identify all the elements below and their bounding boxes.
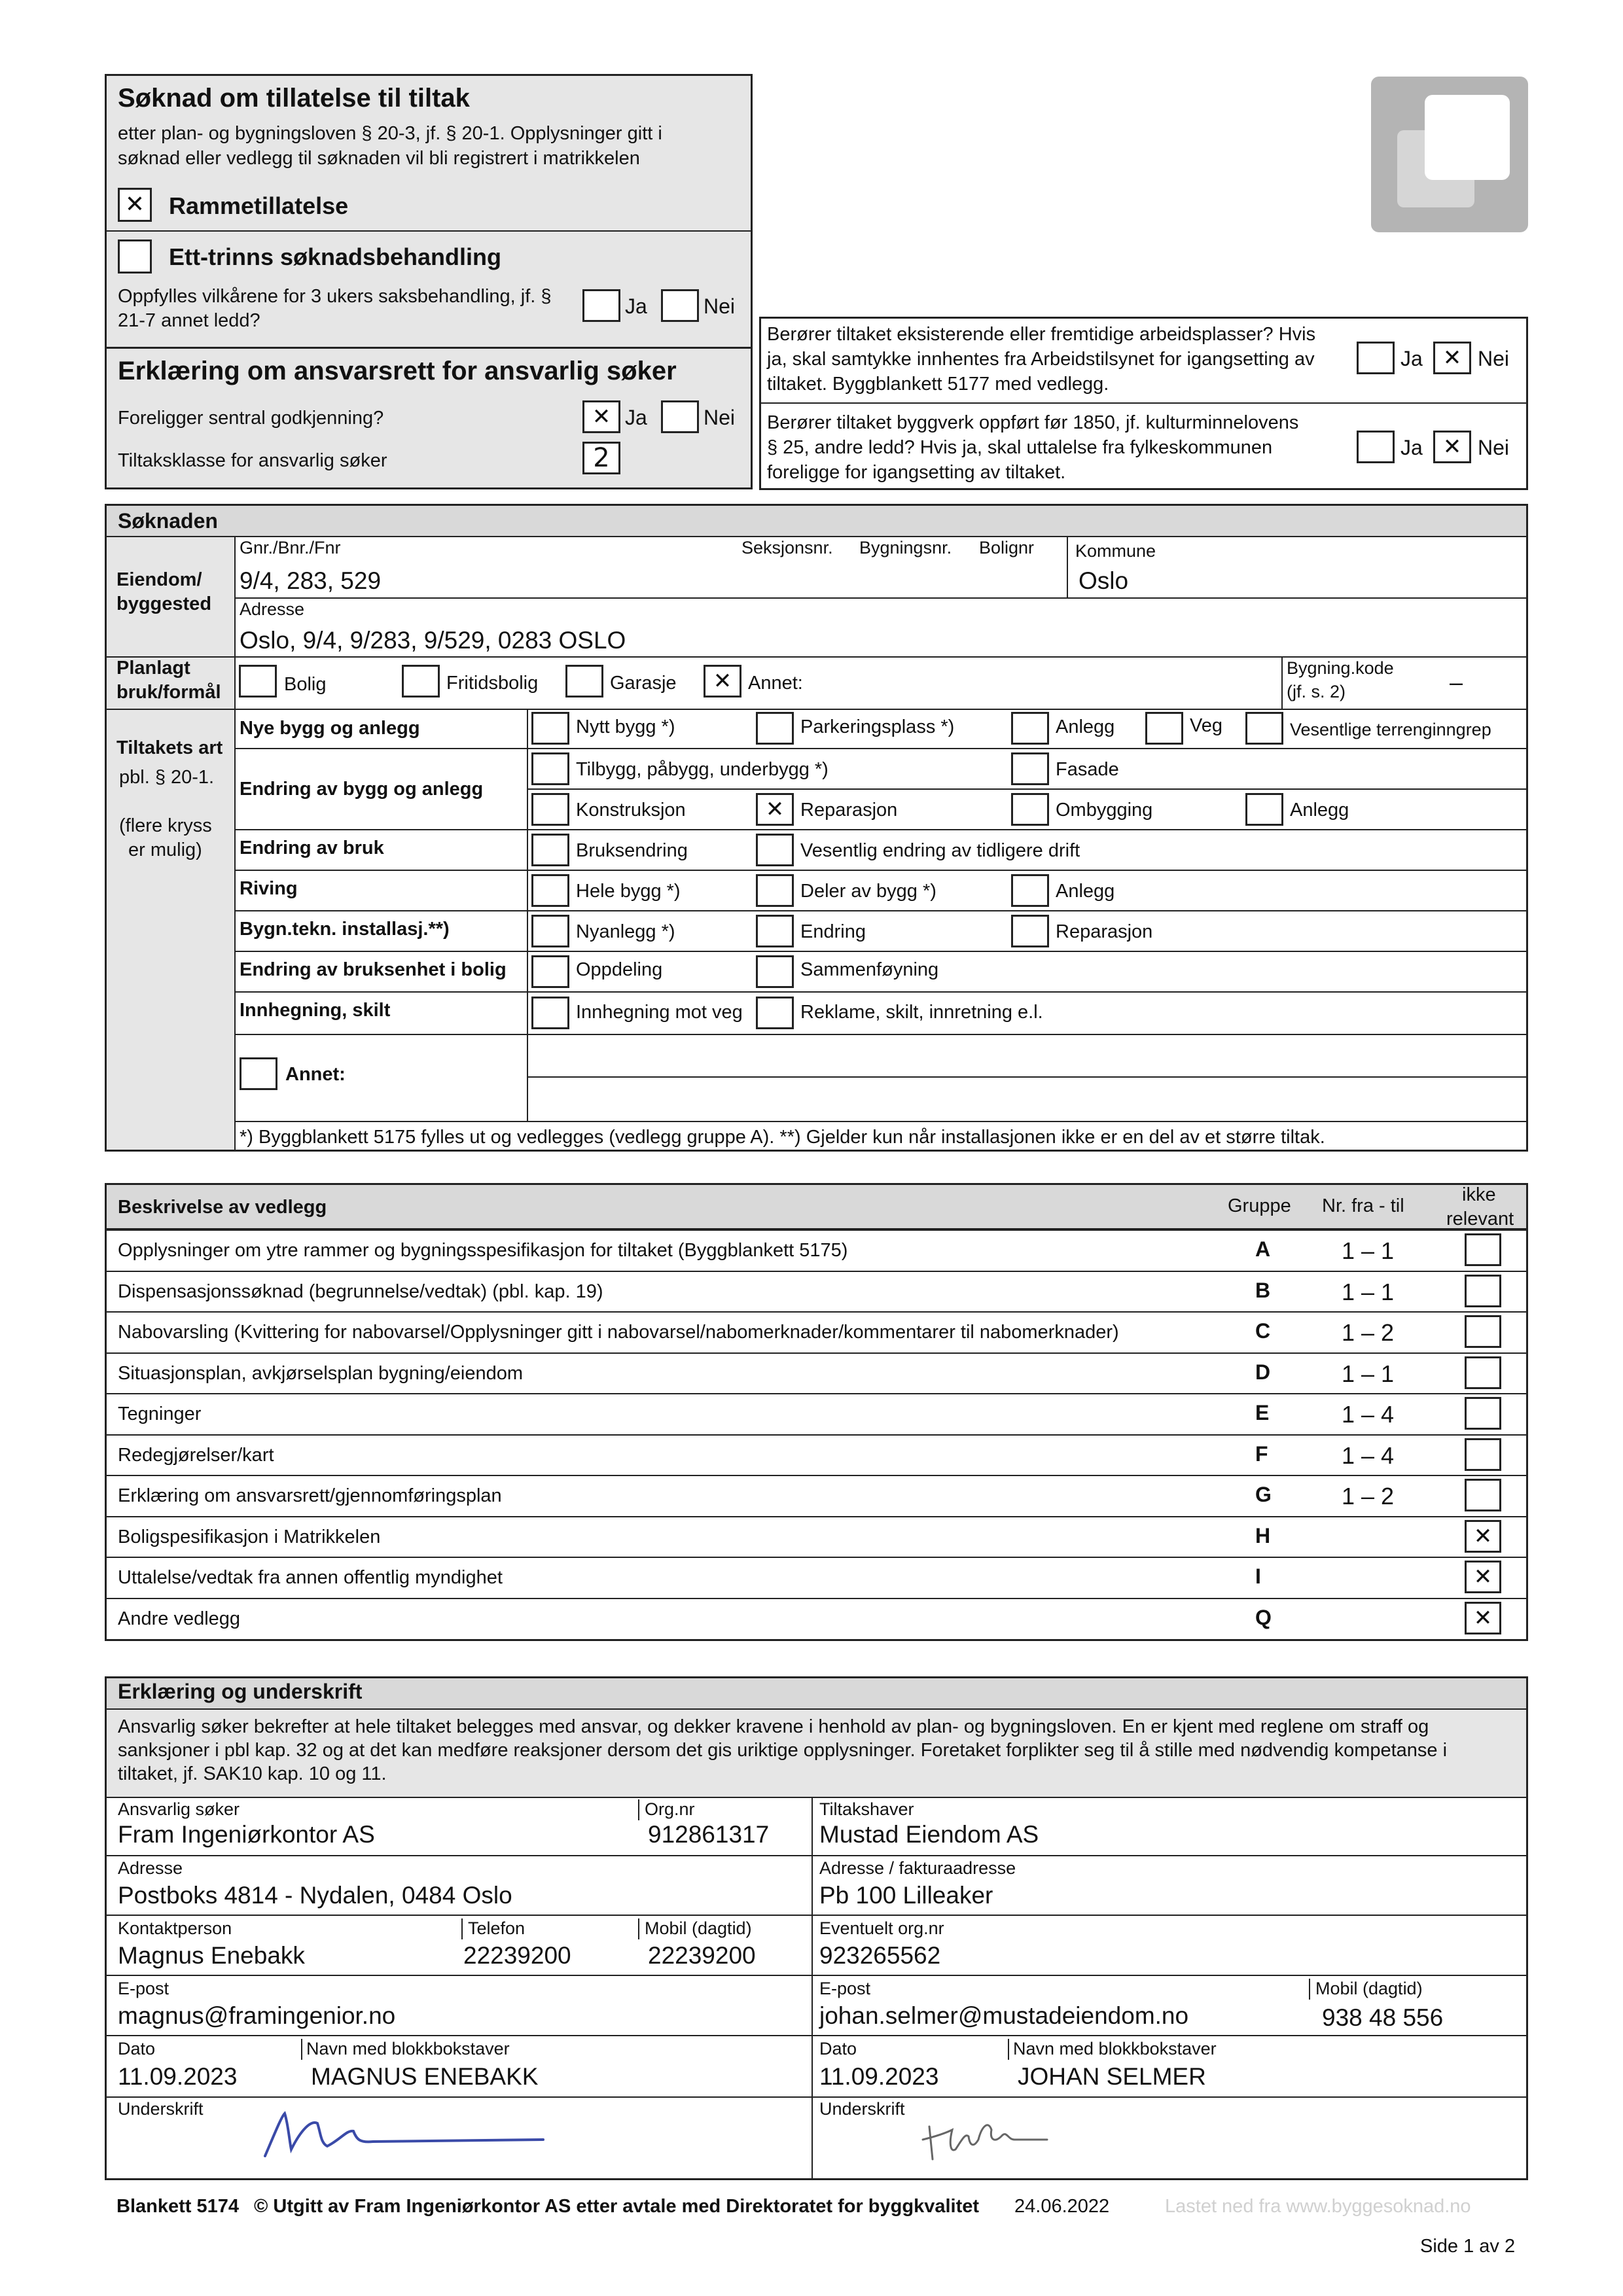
footer-page: Side 1 av 2	[1420, 2236, 1516, 2257]
terrenginngrep-label: Vesentlige terrenginngrep	[1290, 720, 1491, 739]
divider	[105, 2035, 1528, 2036]
form-title: Søknad om tillatelse til tiltak	[118, 84, 470, 113]
endring-install-label: Endring	[800, 921, 866, 942]
nytt-bygg-label: Nytt bygg *)	[576, 716, 675, 737]
fakturaadresse-value[interactable]: Pb 100 Lilleaker	[819, 1882, 993, 1909]
ja-label: Ja	[625, 294, 647, 318]
deler-bygg-checkbox[interactable]	[756, 874, 794, 907]
nr-header: Nr. fra - til	[1322, 1195, 1404, 1216]
vedlegg-row-not-relevant-checkbox[interactable]	[1465, 1438, 1501, 1471]
divider	[759, 402, 1528, 404]
reparasjon-install-label: Reparasjon	[1056, 921, 1153, 942]
ansvarlig-soker-label: Ansvarlig søker	[118, 1799, 240, 1819]
soknaden-title: Søknaden	[118, 509, 218, 533]
divider	[105, 1598, 1528, 1599]
relevant-header: relevant	[1446, 1209, 1514, 1229]
byggested-label: byggested	[116, 593, 212, 614]
endring-bygg-label: Endring av bygg og anlegg	[240, 779, 484, 800]
garasje-label: Garasje	[610, 673, 677, 694]
konstruksjon-label: Konstruksjon	[576, 800, 686, 821]
terrenginngrep-checkbox[interactable]	[1245, 712, 1283, 745]
vilkar-ja-checkbox[interactable]	[582, 289, 620, 322]
oppdeling-label: Oppdeling	[576, 959, 663, 980]
signature-tiltakshaver	[916, 2100, 1060, 2172]
tiltakshaver-value[interactable]: Mustad Eiendom AS	[819, 1821, 1039, 1848]
divider	[105, 1797, 1528, 1798]
telefon-value[interactable]: 22239200	[463, 1942, 571, 1969]
divider	[105, 709, 1528, 710]
erklaering-text-1: Ansvarlig søker bekrefter at hele tiltaket belegges med ansvar, og dekker kravene i henhold av plan- og bygningsloven. En er kjent med reglene om straff og	[118, 1716, 1429, 1737]
underskrift-label: Underskrift	[118, 2099, 204, 2119]
epost-tiltakshaver-value[interactable]: johan.selmer@mustadeiendom.no	[819, 2002, 1189, 2029]
vedlegg-row-group: E	[1255, 1401, 1270, 1424]
divider	[234, 1034, 1528, 1035]
sammenfoyning-checkbox[interactable]	[756, 955, 794, 988]
eiendom-label: Eiendom/	[116, 569, 202, 590]
erklaering-text-3: tiltaket, jf. SAK10 kap. 10 og 11.	[118, 1763, 387, 1784]
kulturminne-line-2: § 25, andre ledd? Hvis ja, skal uttalelse fra fylkeskommunen	[767, 437, 1273, 458]
divider	[1309, 1979, 1310, 2000]
form-subtitle-line-1: etter plan- og bygningsloven § 20-3, jf. § 20-1. Opplysninger gitt i	[118, 123, 662, 144]
navn-tiltakshaver-label: Navn med blokkbokstaver	[1013, 2039, 1217, 2058]
nyanlegg-checkbox[interactable]	[531, 915, 569, 947]
kommune-label: Kommune	[1075, 541, 1156, 561]
annet-tiltak-checkbox[interactable]	[240, 1057, 277, 1090]
form-subtitle-line-2: søknad eller vedlegg til søknaden vil bli registrert i matrikkelen	[118, 148, 640, 169]
divider	[234, 829, 1528, 830]
tiltakets-art-label: Tiltakets art	[116, 737, 223, 758]
garasje-checkbox[interactable]	[565, 665, 603, 698]
bygningskode-label: Bygning.kode	[1287, 658, 1394, 678]
vedlegg-row-not-relevant-checkbox[interactable]	[1465, 1233, 1501, 1266]
divider	[105, 1557, 1528, 1558]
ett-trinns-label: Ett-trinns søknadsbehandling	[169, 243, 502, 270]
deler-bygg-label: Deler av bygg *)	[800, 881, 936, 902]
sentral-godkjenning-question: Foreligger sentral godkjenning?	[118, 408, 384, 429]
sentral-ja-checkbox[interactable]: ✕	[582, 400, 620, 433]
bygningsnr-label: Bygningsnr.	[859, 538, 952, 557]
bruk-formal-label: bruk/formål	[116, 682, 221, 703]
vedlegg-row-not-relevant-checkbox[interactable]	[1465, 1275, 1501, 1307]
vedlegg-row-description: Uttalelse/vedtak fra annen offentlig myndighet	[118, 1567, 503, 1588]
divider	[105, 347, 753, 349]
fasade-checkbox[interactable]	[1011, 752, 1049, 785]
vedlegg-row-not-relevant-checkbox[interactable]	[1465, 1356, 1501, 1389]
vedlegg-row-description: Erklæring om ansvarsrett/gjennomføringsplan	[118, 1485, 502, 1506]
reklame-label: Reklame, skilt, innretning e.l.	[800, 1002, 1043, 1023]
soknaden-header	[107, 506, 1526, 537]
ikke-header: ikke	[1462, 1184, 1496, 1205]
ja-label: Ja	[1400, 347, 1423, 370]
divider	[105, 1352, 1528, 1354]
divider	[234, 951, 1528, 952]
bruksendring-label: Bruksendring	[576, 840, 688, 861]
annet-tiltak-label: Annet:	[285, 1064, 346, 1085]
nyanlegg-label: Nyanlegg *)	[576, 921, 675, 942]
vedlegg-row-group: D	[1255, 1360, 1271, 1384]
reparasjon-checkbox[interactable]: ✕	[756, 793, 794, 826]
nye-bygg-label: Nye bygg og anlegg	[240, 718, 420, 739]
vedlegg-row-description: Andre vedlegg	[118, 1608, 241, 1629]
reparasjon-install-checkbox[interactable]	[1011, 915, 1049, 947]
footer-lastet: Lastet ned fra www.byggesoknad.no	[1165, 2196, 1471, 2217]
annet-bruk-checkbox[interactable]: ✕	[704, 665, 741, 698]
divider	[105, 1516, 1528, 1517]
vedlegg-row-description: Boligspesifikasjon i Matrikkelen	[118, 1526, 381, 1547]
kontaktperson-label: Kontaktperson	[118, 1918, 232, 1938]
nei-label: Nei	[1478, 347, 1510, 370]
fritidsbolig-label: Fritidsbolig	[446, 673, 539, 694]
epost-label: E-post	[118, 1979, 169, 1998]
divider	[234, 991, 1528, 993]
nei-label: Nei	[704, 406, 736, 429]
tilbygg-label: Tilbygg, påbygg, underbygg *)	[576, 759, 829, 780]
epost-tiltakshaver-label: E-post	[819, 1979, 871, 1998]
bygningskode-ref: (jf. s. 2)	[1287, 682, 1346, 701]
vedlegg-row-description: Opplysninger om ytre rammer og bygningsspesifikasjon for tiltaket (Byggblankett 5175)	[118, 1240, 848, 1261]
sentral-nei-checkbox[interactable]	[661, 400, 699, 433]
vedlegg-row-number-range[interactable]: 1 – 2	[1342, 1319, 1395, 1346]
vedlegg-row-description: Dispensasjonssøknad (begrunnelse/vedtak) (pbl. kap. 19)	[118, 1280, 603, 1302]
reparasjon-label: Reparasjon	[800, 800, 898, 821]
innhegning-veg-checkbox[interactable]	[531, 997, 569, 1029]
bolig-checkbox[interactable]	[239, 665, 277, 698]
parkeringsplass-checkbox[interactable]	[756, 712, 794, 745]
kontaktperson-value[interactable]: Magnus Enebakk	[118, 1942, 305, 1969]
dato-tiltakshaver-value[interactable]: 11.09.2023	[819, 2063, 939, 2090]
divider	[105, 1855, 1528, 1856]
kommune-value[interactable]: Oslo	[1079, 567, 1129, 594]
bruksenhet-label: Endring av bruksenhet i bolig	[240, 959, 507, 980]
veg-label: Veg	[1190, 715, 1222, 736]
sammenfoyning-label: Sammenføyning	[800, 959, 939, 980]
vedlegg-row-description: Situasjonsplan, avkjørselsplan bygning/eiendom	[118, 1362, 524, 1384]
epost-value[interactable]: magnus@framingenior.no	[118, 2002, 396, 2029]
rammetillatelse-label: Rammetillatelse	[169, 192, 349, 219]
anlegg-endring-label: Anlegg	[1290, 800, 1349, 821]
mobil-tiltakshaver-label: Mobil (dagtid)	[1315, 1979, 1423, 1998]
ett-trinns-checkbox[interactable]	[118, 239, 152, 274]
soknaden-section	[105, 504, 1528, 1152]
anlegg-riving-checkbox[interactable]	[1011, 874, 1049, 907]
ansvarsrett-title: Erklæring om ansvarsrett for ansvarlig søker	[118, 357, 677, 385]
tiltakets-art-pbl: pbl. § 20-1.	[119, 767, 215, 788]
vedlegg-row-group: H	[1255, 1523, 1271, 1547]
vedlegg-row-group: A	[1255, 1237, 1271, 1261]
divider	[105, 1393, 1528, 1394]
vedlegg-row-number-range[interactable]: 1 – 4	[1342, 1401, 1395, 1428]
arbeidsplasser-line-1: Berører tiltaket eksisterende eller fremtidige arbeidsplasser? Hvis	[767, 324, 1316, 345]
ja-label: Ja	[625, 406, 647, 429]
seksjonsnr-label: Seksjonsnr.	[741, 538, 833, 557]
footer-utgitt: © Utgitt av Fram Ingeniørkontor AS etter avtale med Direktoratet for byggkvalitet	[254, 2196, 980, 2217]
vedlegg-row-description: Tegninger	[118, 1404, 202, 1424]
hele-bygg-checkbox[interactable]	[531, 874, 569, 907]
footer-blankett: Blankett 5174	[116, 2196, 239, 2217]
endring-bruk-label: Endring av bruk	[240, 838, 384, 858]
vedlegg-row-not-relevant-checkbox[interactable]	[1465, 1315, 1501, 1348]
vedlegg-row-number-range[interactable]: 1 – 2	[1342, 1483, 1395, 1510]
fritidsbolig-checkbox[interactable]	[402, 665, 440, 698]
fasade-label: Fasade	[1056, 759, 1119, 780]
arbeidsplasser-nei-checkbox[interactable]: ✕	[1433, 342, 1471, 374]
divider	[234, 748, 1528, 749]
divider	[527, 1076, 1528, 1078]
adresse-value[interactable]: Oslo, 9/4, 9/283, 9/529, 0283 OSLO	[240, 627, 626, 654]
vedlegg-row-not-relevant-checkbox[interactable]: ✕	[1465, 1561, 1501, 1593]
planlagt-label: Planlagt	[116, 658, 190, 679]
tiltakets-art-note-1: (flere kryss	[119, 815, 212, 836]
ansvarlig-soker-value[interactable]: Fram Ingeniørkontor AS	[118, 1821, 375, 1848]
kulturminne-line-3: foreligge for igangsetting av tiltaket.	[767, 462, 1066, 483]
tilbygg-checkbox[interactable]	[531, 752, 569, 785]
signature-ansvarlig	[255, 2104, 556, 2169]
bruksendring-checkbox[interactable]	[531, 834, 569, 866]
ombygging-checkbox[interactable]	[1011, 793, 1049, 826]
gnr-value[interactable]: 9/4, 283, 529	[240, 567, 382, 594]
divider	[1008, 2039, 1009, 2060]
vedlegg-row-group: F	[1255, 1441, 1268, 1466]
footer-date: 24.06.2022	[1014, 2196, 1110, 2217]
divider	[105, 1475, 1528, 1476]
underskrift-tiltakshaver-label: Underskrift	[819, 2099, 905, 2119]
innhegning-veg-label: Innhegning mot veg	[576, 1002, 743, 1023]
bolig-label: Bolig	[284, 674, 327, 695]
nytt-bygg-checkbox[interactable]	[531, 712, 569, 745]
divider	[105, 1271, 1528, 1272]
eventuelt-orgnr-value[interactable]: 923265562	[819, 1942, 941, 1969]
vesentlig-endring-label: Vesentlig endring av tidligere drift	[800, 840, 1080, 861]
divider	[234, 870, 1528, 871]
fakturaadresse-label: Adresse / fakturaadresse	[819, 1858, 1016, 1878]
vedlegg-row-number-range[interactable]: 1 – 1	[1342, 1237, 1395, 1264]
anlegg-nye-checkbox[interactable]	[1011, 712, 1049, 745]
arbeidsplasser-line-3: tiltaket. Byggblankett 5177 med vedlegg.	[767, 374, 1109, 395]
divider	[234, 537, 236, 1150]
dato-tiltakshaver-label: Dato	[819, 2039, 857, 2058]
vedlegg-title: Beskrivelse av vedlegg	[118, 1197, 327, 1218]
divider	[105, 1915, 1528, 1916]
vilkar-nei-checkbox[interactable]	[661, 289, 699, 322]
vedlegg-row-not-relevant-checkbox[interactable]	[1465, 1397, 1501, 1430]
vedlegg-row-description: Nabovarsling (Kvittering for nabovarsel/Opplysninger gitt i nabovarsel/nabomerknader/kommentarer til nabomerknader)	[118, 1322, 1119, 1343]
divider	[105, 1975, 1528, 1976]
vesentlig-endring-checkbox[interactable]	[756, 834, 794, 866]
navn-tiltakshaver-value[interactable]: JOHAN SELMER	[1018, 2063, 1206, 2090]
vilkar-question-line-2: 21-7 annet ledd?	[118, 310, 260, 331]
divider	[461, 1918, 463, 1939]
kulturminne-nei-checkbox[interactable]: ✕	[1433, 431, 1471, 463]
installasjon-label: Bygn.tekn. installasj.**)	[240, 919, 450, 940]
erklaering-title: Erklæring og underskrift	[118, 1680, 363, 1703]
mobil-value[interactable]: 22239200	[648, 1942, 756, 1969]
parkeringsplass-label: Parkeringsplass *)	[800, 716, 955, 737]
ja-label: Ja	[1400, 436, 1423, 459]
vilkar-question-line-1: Oppfylles vilkårene for 3 ukers saksbehandling, jf. §	[118, 286, 552, 307]
anlegg-riving-label: Anlegg	[1056, 881, 1115, 902]
nei-label: Nei	[704, 294, 736, 318]
vedlegg-row-not-relevant-checkbox[interactable]: ✕	[1465, 1602, 1501, 1634]
gnr-label: Gnr./Bnr./Fnr	[240, 538, 341, 557]
mobil-label: Mobil (dagtid)	[645, 1918, 752, 1938]
eventuelt-orgnr-label: Eventuelt org.nr	[819, 1918, 944, 1938]
form-logo	[1371, 77, 1528, 232]
konstruksjon-checkbox[interactable]	[531, 793, 569, 826]
vedlegg-row-number-range[interactable]: 1 – 1	[1342, 1278, 1395, 1305]
innhegning-label: Innhegning, skilt	[240, 1000, 391, 1021]
veg-checkbox[interactable]	[1145, 712, 1183, 745]
divider	[527, 788, 1528, 790]
divider	[105, 656, 1528, 658]
divider	[638, 1799, 639, 1820]
divider	[527, 709, 528, 1121]
gruppe-header: Gruppe	[1228, 1195, 1291, 1216]
divider	[105, 1229, 1528, 1231]
divider	[105, 1434, 1528, 1436]
anlegg-endring-checkbox[interactable]	[1245, 793, 1283, 826]
kulturminne-ja-checkbox[interactable]	[1357, 431, 1395, 463]
nei-label: Nei	[1478, 436, 1510, 459]
riving-label: Riving	[240, 878, 298, 899]
tiltakets-art-note-2: er mulig)	[128, 839, 202, 860]
divider	[105, 1311, 1528, 1313]
divider	[234, 910, 1528, 911]
divider	[1067, 537, 1068, 597]
telefon-label: Telefon	[468, 1918, 526, 1938]
soknaden-footnote: *) Byggblankett 5175 fylles ut og vedlegges (vedlegg gruppe A). **) Gjelder kun når installasjonen ikke er en del av et større tiltak.	[240, 1127, 1325, 1148]
vedlegg-row-group: Q	[1255, 1605, 1272, 1629]
reklame-checkbox[interactable]	[756, 997, 794, 1029]
vedlegg-row-description: Redegjørelser/kart	[118, 1444, 274, 1466]
annet-bruk-label: Annet:	[748, 673, 803, 694]
dato-value[interactable]: 11.09.2023	[118, 2063, 238, 2090]
tiltaksklasse-field[interactable]: 2	[582, 442, 620, 474]
divider	[638, 1918, 639, 1939]
oppdeling-checkbox[interactable]	[531, 955, 569, 988]
orgnr-label: Org.nr	[645, 1799, 695, 1819]
divider	[301, 2039, 302, 2060]
arbeidsplasser-ja-checkbox[interactable]	[1357, 342, 1395, 374]
vedlegg-row-number-range[interactable]: 1 – 1	[1342, 1360, 1395, 1387]
navn-label: Navn med blokkbokstaver	[306, 2039, 510, 2058]
bygningskode-value[interactable]: –	[1450, 669, 1463, 696]
endring-install-checkbox[interactable]	[756, 915, 794, 947]
bolignr-label: Bolignr	[979, 538, 1035, 557]
adresse-soker-label: Adresse	[118, 1858, 183, 1878]
erklaering-text-2: sanksjoner i pbl kap. 32 og at det kan medføre reaksjoner dersom det gis uriktige opplysninger. Foretaket forplikter seg til å stille med nødvendig kompetanse i	[118, 1740, 1448, 1761]
divider	[1281, 656, 1283, 709]
divider	[105, 230, 753, 232]
kulturminne-line-1: Berører tiltaket byggverk oppført før 1850, jf. kulturminnelovens	[767, 412, 1299, 433]
vedlegg-row-not-relevant-checkbox[interactable]	[1465, 1479, 1501, 1511]
navn-value[interactable]: MAGNUS ENEBAKK	[311, 2063, 539, 2090]
divider	[812, 1797, 813, 2180]
orgnr-value[interactable]: 912861317	[648, 1821, 770, 1848]
tiltaksklasse-question: Tiltaksklasse for ansvarlig søker	[118, 450, 387, 471]
vedlegg-row-not-relevant-checkbox[interactable]: ✕	[1465, 1520, 1501, 1553]
vedlegg-row-group: C	[1255, 1319, 1271, 1343]
ombygging-label: Ombygging	[1056, 800, 1153, 821]
hele-bygg-label: Hele bygg *)	[576, 881, 681, 902]
anlegg-nye-label: Anlegg	[1056, 716, 1115, 737]
divider	[105, 2096, 1528, 2098]
tiltakshaver-label: Tiltakshaver	[819, 1799, 914, 1819]
vedlegg-row-group: I	[1255, 1564, 1261, 1588]
dato-label: Dato	[118, 2039, 156, 2058]
vedlegg-row-group: B	[1255, 1278, 1271, 1302]
vedlegg-row-number-range[interactable]: 1 – 4	[1342, 1441, 1395, 1469]
rammetillatelse-checkbox[interactable]: ✕	[118, 188, 152, 222]
vedlegg-row-group: G	[1255, 1483, 1272, 1506]
adresse-soker-value[interactable]: Postboks 4814 - Nydalen, 0484 Oslo	[118, 1882, 512, 1909]
divider	[234, 1121, 1528, 1122]
divider	[234, 597, 1528, 599]
adresse-label: Adresse	[240, 599, 305, 619]
arbeidsplasser-line-2: ja, skal samtykke innhentes fra Arbeidstilsynet for igangsetting av	[767, 349, 1315, 370]
mobil-tiltakshaver-value[interactable]: 938 48 556	[1322, 2004, 1444, 2031]
